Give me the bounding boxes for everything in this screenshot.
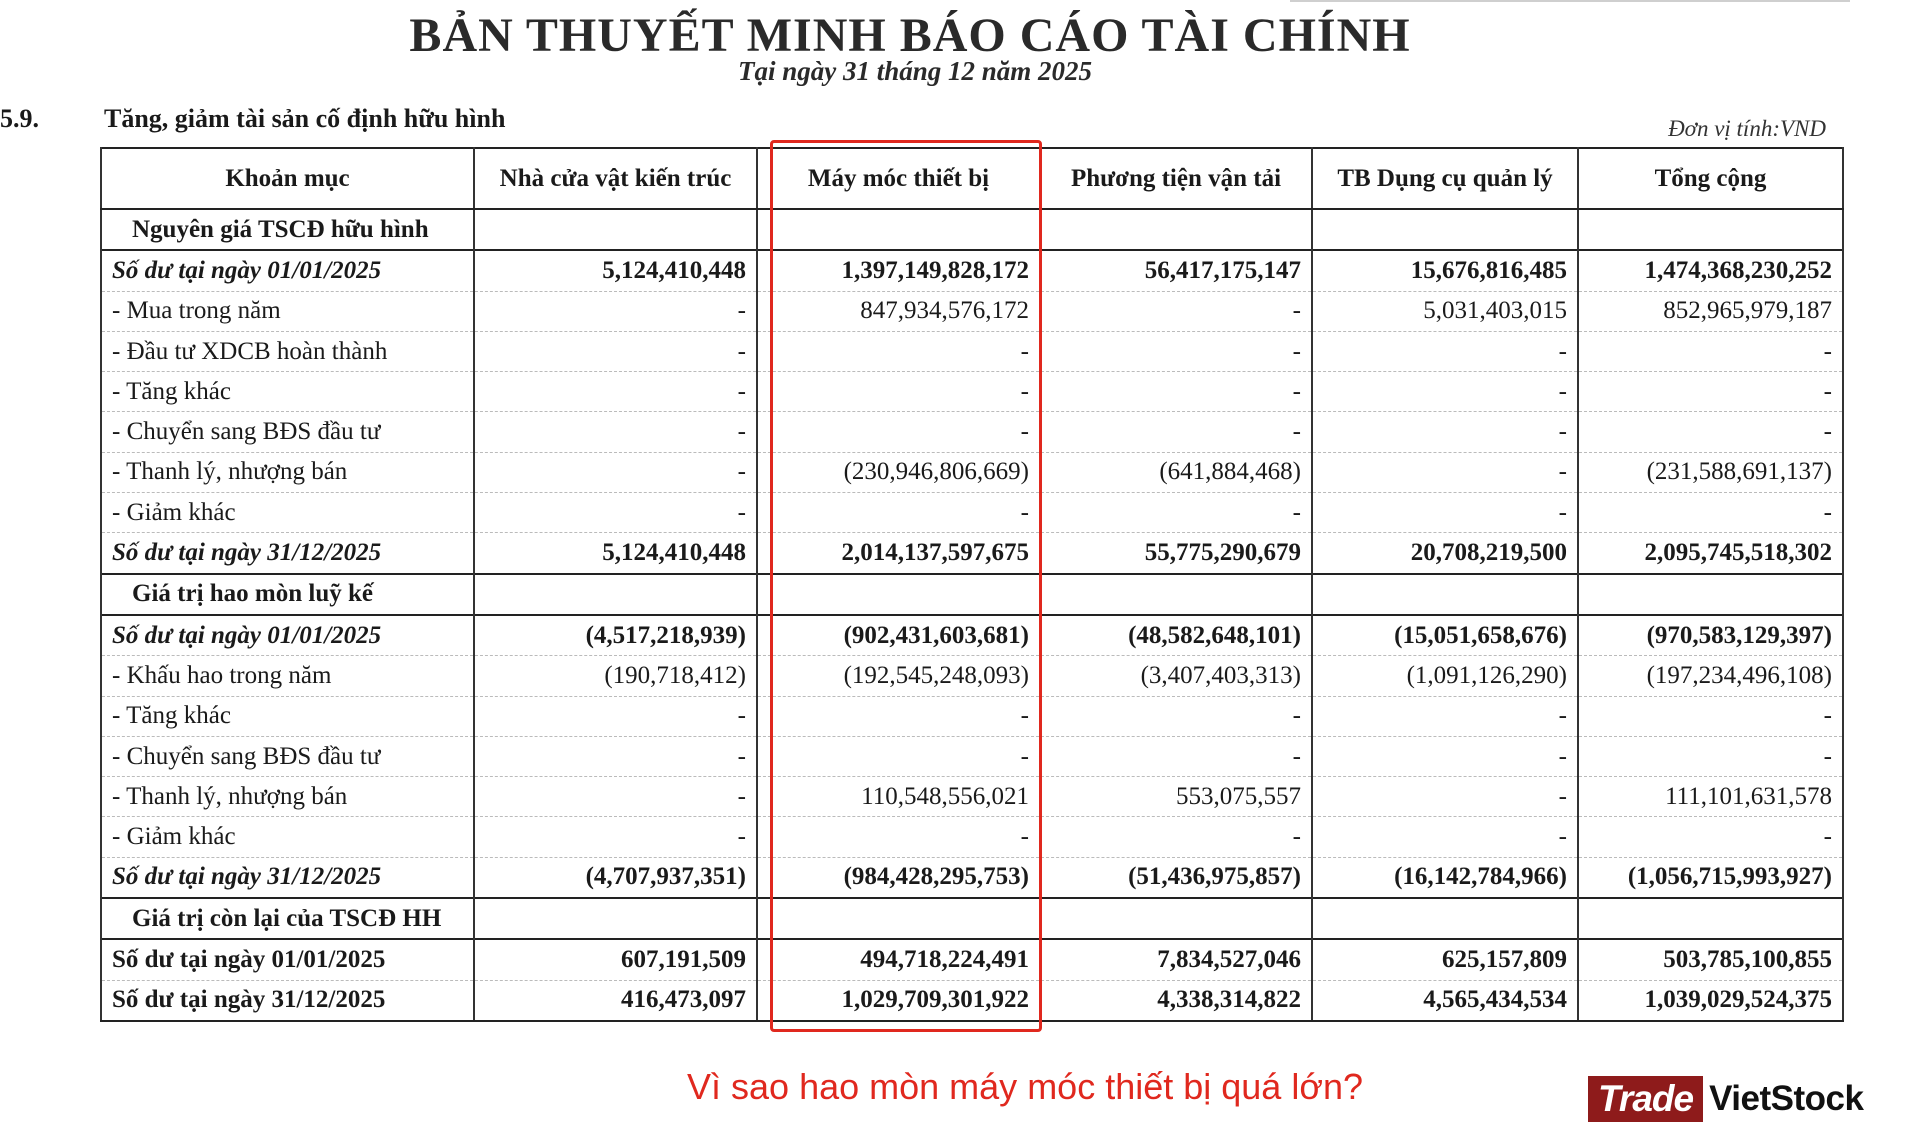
cell-office-equipment: - bbox=[1312, 412, 1578, 452]
cell-machinery: 494,718,224,491 bbox=[757, 939, 1040, 980]
section-label: Nguyên giá TSCĐ hữu hình bbox=[101, 209, 474, 250]
cell-buildings: - bbox=[474, 817, 757, 857]
row-label: - Giảm khác bbox=[101, 817, 474, 857]
cell-buildings: - bbox=[474, 493, 757, 533]
cell-total: - bbox=[1578, 372, 1843, 412]
cell-machinery: - bbox=[757, 331, 1040, 371]
cell-office-equipment: - bbox=[1312, 493, 1578, 533]
cell-total: - bbox=[1578, 412, 1843, 452]
cell-buildings: - bbox=[474, 777, 757, 817]
cell-vehicles: - bbox=[1040, 412, 1312, 452]
cell-machinery: (230,946,806,669) bbox=[757, 452, 1040, 492]
cell-buildings: - bbox=[474, 331, 757, 371]
cell-machinery: 1,397,149,828,172 bbox=[757, 250, 1040, 291]
cell-vehicles: - bbox=[1040, 331, 1312, 371]
row-label: - Khấu hao trong năm bbox=[101, 656, 474, 696]
cell-vehicles: - bbox=[1040, 696, 1312, 736]
row-label: Số dư tại ngày 31/12/2025 bbox=[101, 857, 474, 898]
cell-machinery: (902,431,603,681) bbox=[757, 615, 1040, 656]
header-office-equipment: TB Dụng cụ quản lý bbox=[1312, 148, 1578, 209]
cell-total: 503,785,100,855 bbox=[1578, 939, 1843, 980]
cell-vehicles: 7,834,527,046 bbox=[1040, 939, 1312, 980]
cell-office-equipment: - bbox=[1312, 372, 1578, 412]
cell-vehicles: - bbox=[1040, 372, 1312, 412]
cell-office-equipment: - bbox=[1312, 452, 1578, 492]
row-label: - Tăng khác bbox=[101, 696, 474, 736]
cell-total: 1,474,368,230,252 bbox=[1578, 250, 1843, 291]
row-label: - Chuyển sang BĐS đầu tư bbox=[101, 736, 474, 776]
cell-vehicles: - bbox=[1040, 736, 1312, 776]
section-title: Tăng, giảm tài sản cố định hữu hình bbox=[104, 104, 506, 133]
cell-buildings: 5,124,410,448 bbox=[474, 250, 757, 291]
cell-vehicles bbox=[1040, 574, 1312, 615]
cell-office-equipment: - bbox=[1312, 696, 1578, 736]
cell-machinery: 1,029,709,301,922 bbox=[757, 980, 1040, 1021]
tradevietstock-logo bbox=[1588, 1076, 1863, 1122]
row-label: - Mua trong năm bbox=[101, 291, 474, 331]
cell-buildings bbox=[474, 209, 757, 250]
cell-vehicles: (48,582,648,101) bbox=[1040, 615, 1312, 656]
cell-office-equipment: 15,676,816,485 bbox=[1312, 250, 1578, 291]
cell-machinery: - bbox=[757, 412, 1040, 452]
logo-vietstock: VietStock bbox=[1709, 1079, 1864, 1118]
cell-office-equipment: 20,708,219,500 bbox=[1312, 533, 1578, 574]
cell-total bbox=[1578, 209, 1843, 250]
cell-office-equipment: - bbox=[1312, 736, 1578, 776]
row-label: - Tăng khác bbox=[101, 372, 474, 412]
cell-total: 111,101,631,578 bbox=[1578, 777, 1843, 817]
cell-total: (970,583,129,397) bbox=[1578, 615, 1843, 656]
row-label: - Thanh lý, nhượng bán bbox=[101, 777, 474, 817]
cell-vehicles: 56,417,175,147 bbox=[1040, 250, 1312, 291]
row-label: Số dư tại ngày 31/12/2025 bbox=[101, 533, 474, 574]
row-label: Số dư tại ngày 31/12/2025 bbox=[101, 980, 474, 1021]
section-label: Giá trị còn lại của TSCĐ HH bbox=[101, 898, 474, 939]
header-vehicles: Phương tiện vận tải bbox=[1040, 148, 1312, 209]
cell-machinery: - bbox=[757, 817, 1040, 857]
cell-office-equipment: 4,565,434,534 bbox=[1312, 980, 1578, 1021]
header-item: Khoản mục bbox=[101, 148, 474, 209]
row-label: - Chuyển sang BĐS đầu tư bbox=[101, 412, 474, 452]
cell-total: - bbox=[1578, 817, 1843, 857]
cell-buildings: 416,473,097 bbox=[474, 980, 757, 1021]
cell-total: (231,588,691,137) bbox=[1578, 452, 1843, 492]
cell-office-equipment: (1,091,126,290) bbox=[1312, 656, 1578, 696]
cell-office-equipment: (15,051,658,676) bbox=[1312, 615, 1578, 656]
cell-total: - bbox=[1578, 736, 1843, 776]
cell-total bbox=[1578, 898, 1843, 939]
cell-office-equipment bbox=[1312, 574, 1578, 615]
cell-machinery: - bbox=[757, 736, 1040, 776]
cell-buildings: (4,707,937,351) bbox=[474, 857, 757, 898]
cell-vehicles bbox=[1040, 209, 1312, 250]
cell-vehicles: - bbox=[1040, 493, 1312, 533]
cell-machinery: - bbox=[757, 372, 1040, 412]
logo-trade: Trade bbox=[1588, 1076, 1703, 1122]
cell-office-equipment: - bbox=[1312, 777, 1578, 817]
cell-total: (1,056,715,993,927) bbox=[1578, 857, 1843, 898]
section-number: 5.9. bbox=[0, 104, 39, 133]
machinery-highlight-box bbox=[770, 140, 1042, 1032]
cell-office-equipment bbox=[1312, 209, 1578, 250]
header-buildings: Nhà cửa vật kiến trúc bbox=[474, 148, 757, 209]
cell-total: - bbox=[1578, 493, 1843, 533]
cell-buildings: - bbox=[474, 696, 757, 736]
cell-vehicles: (641,884,468) bbox=[1040, 452, 1312, 492]
cell-vehicles: - bbox=[1040, 817, 1312, 857]
top-rule bbox=[1290, 0, 1850, 2]
document-title: BẢN THUYẾT MINH BÁO CÁO TÀI CHÍNH bbox=[409, 9, 1411, 62]
cell-total: 852,965,979,187 bbox=[1578, 291, 1843, 331]
cell-vehicles: (3,407,403,313) bbox=[1040, 656, 1312, 696]
cell-total bbox=[1578, 574, 1843, 615]
annotation-question: Vì sao hao mòn máy móc thiết bị quá lớn? bbox=[687, 1066, 1363, 1107]
cell-office-equipment: - bbox=[1312, 817, 1578, 857]
cell-buildings: (190,718,412) bbox=[474, 656, 757, 696]
cell-buildings: - bbox=[474, 412, 757, 452]
cell-buildings: - bbox=[474, 291, 757, 331]
cell-office-equipment: 625,157,809 bbox=[1312, 939, 1578, 980]
cell-office-equipment: 5,031,403,015 bbox=[1312, 291, 1578, 331]
row-label: Số dư tại ngày 01/01/2025 bbox=[101, 939, 474, 980]
cell-machinery: - bbox=[757, 493, 1040, 533]
cell-machinery: (192,545,248,093) bbox=[757, 656, 1040, 696]
cell-buildings: 5,124,410,448 bbox=[474, 533, 757, 574]
cell-vehicles: 4,338,314,822 bbox=[1040, 980, 1312, 1021]
cell-machinery: 2,014,137,597,675 bbox=[757, 533, 1040, 574]
cell-vehicles: 553,075,557 bbox=[1040, 777, 1312, 817]
cell-total: - bbox=[1578, 331, 1843, 371]
currency-unit: Đơn vị tính:VND bbox=[1668, 116, 1826, 141]
cell-office-equipment bbox=[1312, 898, 1578, 939]
section-label: Giá trị hao mòn luỹ kế bbox=[101, 574, 474, 615]
cell-total: 1,039,029,524,375 bbox=[1578, 980, 1843, 1021]
row-label: - Giảm khác bbox=[101, 493, 474, 533]
cell-total: (197,234,496,108) bbox=[1578, 656, 1843, 696]
row-label: - Thanh lý, nhượng bán bbox=[101, 452, 474, 492]
cell-buildings: - bbox=[474, 452, 757, 492]
cell-buildings: 607,191,509 bbox=[474, 939, 757, 980]
cell-vehicles: 55,775,290,679 bbox=[1040, 533, 1312, 574]
cell-vehicles: (51,436,975,857) bbox=[1040, 857, 1312, 898]
cell-total: - bbox=[1578, 696, 1843, 736]
cell-machinery: 110,548,556,021 bbox=[757, 777, 1040, 817]
cell-machinery: 847,934,576,172 bbox=[757, 291, 1040, 331]
cell-buildings bbox=[474, 898, 757, 939]
header-machinery: Máy móc thiết bị bbox=[757, 148, 1040, 209]
cell-buildings bbox=[474, 574, 757, 615]
cell-buildings: - bbox=[474, 736, 757, 776]
row-label: Số dư tại ngày 01/01/2025 bbox=[101, 250, 474, 291]
row-label: Số dư tại ngày 01/01/2025 bbox=[101, 615, 474, 656]
cell-office-equipment: (16,142,784,966) bbox=[1312, 857, 1578, 898]
document-subtitle: Tại ngày 31 tháng 12 năm 2025 bbox=[737, 56, 1093, 86]
cell-buildings: - bbox=[474, 372, 757, 412]
cell-vehicles: - bbox=[1040, 291, 1312, 331]
cell-buildings: (4,517,218,939) bbox=[474, 615, 757, 656]
cell-office-equipment: - bbox=[1312, 331, 1578, 371]
row-label: - Đầu tư XDCB hoàn thành bbox=[101, 331, 474, 371]
cell-machinery: - bbox=[757, 696, 1040, 736]
cell-vehicles bbox=[1040, 898, 1312, 939]
cell-total: 2,095,745,518,302 bbox=[1578, 533, 1843, 574]
header-total: Tổng cộng bbox=[1578, 148, 1843, 209]
cell-machinery: (984,428,295,753) bbox=[757, 857, 1040, 898]
